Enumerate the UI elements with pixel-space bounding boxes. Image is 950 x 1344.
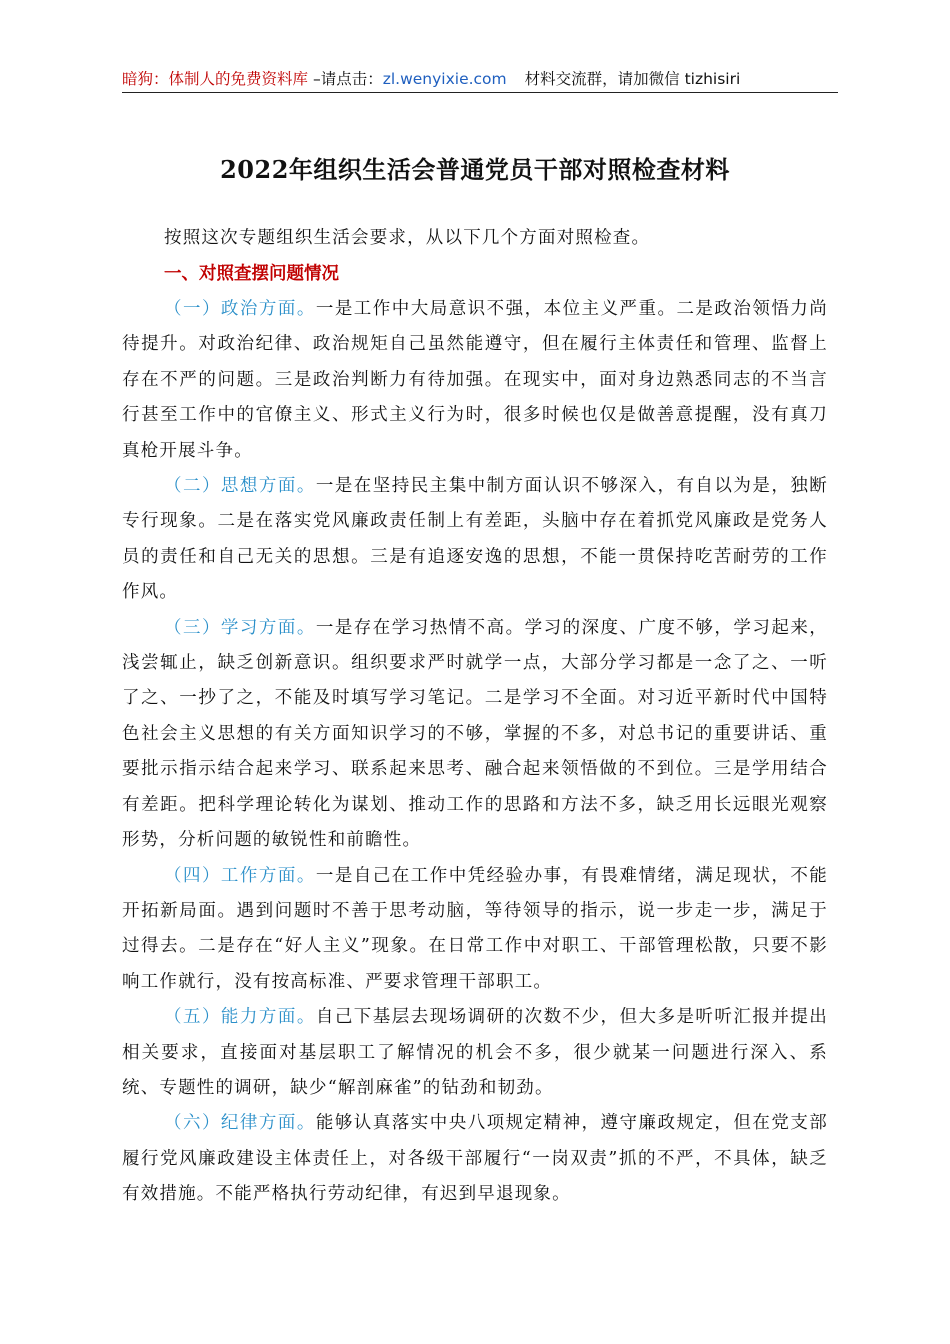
document-body xyxy=(122,220,828,1213)
paragraph-text: 能够认真落实中央八项规定精神，遵守廉政规定，但在党支部履行党风廉政建设主体责任上，对各级干部履行“一岗双责”抓的不严，不具体，缺乏有效措施。不能严格执行劳动纪律，有迟到早退现象。 xyxy=(122,1113,828,1205)
paragraph-label: （三）学习方面。 xyxy=(164,617,316,638)
section-heading: 一、对照查摆问题情况 xyxy=(164,264,339,284)
paragraph-label: （五）能力方面。 xyxy=(164,1007,316,1028)
paragraph-label: （六）纪律方面。 xyxy=(164,1113,316,1134)
paragraph-discipline xyxy=(122,1106,828,1212)
paragraph-text: 一是自己在工作中凭经验办事，有畏难情绪，满足现状，不能开拓新局面。遇到问题时不善于思考动脑，等待领导的指示，说一步走一步，满足于过得去。二是存在“好人主义”现象。在日常工作中对职工、干部管理松散，只要不影响工作就行，没有按高标准、严要求管理干部职工。 xyxy=(122,865,828,992)
paragraph-text: 一是在坚持民主集中制方面认识不够深入，有自以为是，独断专行现象。二是在落实党风廉政责任制上有差距，头脑中存在着抓党风廉政是党务人员的责任和自己无关的思想。三是有追逐安逸的思想，不能一贯保持吃苦耐劳的工作作风。 xyxy=(122,476,828,603)
document-title: 2022年组织生活会普通党员干部对照检查材料 xyxy=(220,155,730,184)
header-url-link[interactable]: zl.wenyixie.com xyxy=(382,70,507,88)
paragraph-text: 一是存在学习热情不高。学习的深度、广度不够，学习起来，浅尝辄止，缺乏创新意识。组织要求严时就学一点，大部分学习都是一念了之、一听了之、一抄了之，不能及时填写学习笔记。二是学习不全面。对习近平新时代中国特色社会主义思想的有关方面知识学习的不够，掌握的不多，对总书记的重要讲话、重要批示指示结合起来学习、联系起来思考、融合起来领悟做的不到位。三是学用结合有差距。把科学理论转化为谋划、推动工作的思路和方法不多，缺乏用长远眼光观察形势，分析问题的敏锐性和前瞻性。 xyxy=(122,617,828,851)
header-wechat-note: 材料交流群，请加微信 tizhisiri xyxy=(524,70,741,88)
paragraph-label: （二）思想方面。 xyxy=(164,476,316,497)
header-site-name: 暗狗：体制人的免费资料库 xyxy=(122,70,309,88)
page-header xyxy=(122,66,838,92)
intro-paragraph: 按照这次专题组织生活会要求，从以下几个方面对照检查。 xyxy=(164,228,651,248)
paragraph-work xyxy=(122,859,828,1001)
header-click-prompt: –请点击： xyxy=(308,70,383,88)
paragraph-label: （一）政治方面。 xyxy=(164,299,316,319)
header-divider xyxy=(122,92,838,93)
paragraph-politics xyxy=(122,292,828,469)
paragraph-text: 自己下基层去现场调研的次数不少，但大多是听听汇报并提出相关要求，直接面对基层职工了解情况的机会不多，很少就某一问题进行深入、系统、专题性的调研，缺少“解剖麻雀”的钻劲和韧劲。 xyxy=(122,1007,828,1098)
paragraph-label: （四）工作方面。 xyxy=(164,865,316,886)
paragraph-study xyxy=(122,611,828,859)
paragraph-text: 一是工作中大局意识不强，本位主义严重。二是政治领悟力尚待提升。对政治纪律、政治规矩自己虽然能遵守，但在履行主体责任和管理、监督上存在不严的问题。三是政治判断力有待加强。在现实中，面对身边熟悉同志的不当言行甚至工作中的官僚主义、形式主义行为时，很多时候也仅是做善意提醒，没有真刀真枪开展斗争。 xyxy=(122,299,828,461)
paragraph-ability xyxy=(122,1000,828,1106)
paragraph-thought xyxy=(122,469,828,611)
